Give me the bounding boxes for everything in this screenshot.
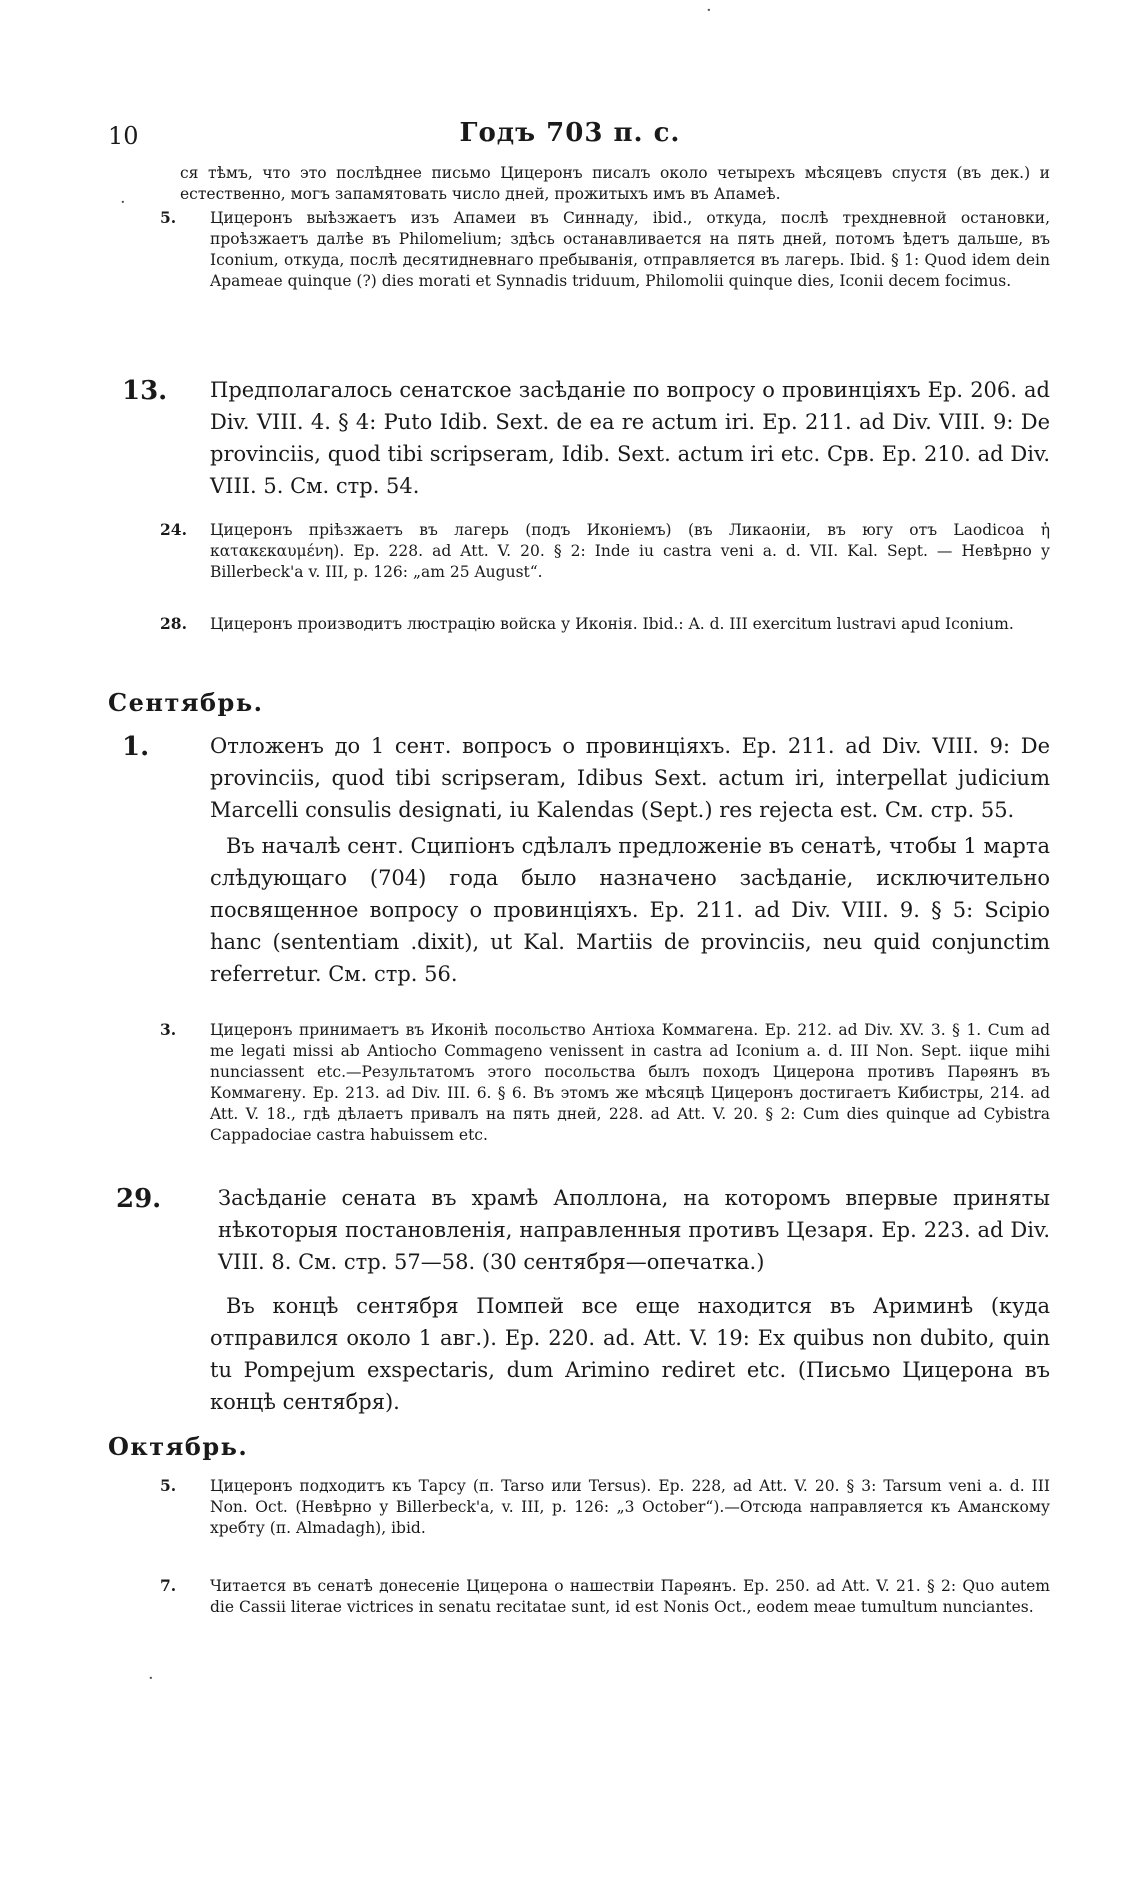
- scan-speck: ·: [706, 0, 712, 21]
- entry-text: Цицеронъ пріѣзжаетъ въ лагерь (подъ Иконіемъ) (въ Ликаоніи, въ югу отъ Laodicoa ἡ κατακεκαυμένη). Ep. 228. ad Att. V. 20. § 2: Inde iu castra veni a. d. VII. Kal. Sept. — Невѣрно у Billerbeck'a v. III, p. 126: „am 25 August“.: [210, 521, 1050, 581]
- entry-day: 3.: [160, 1020, 177, 1039]
- entry-day-large: 13.: [122, 376, 168, 406]
- intro-paragraph: ся тѣмъ, что это послѣднее письмо Цицеронъ писалъ около четырехъ мѣсяцевъ спустя (въ дек.) и естественно, могъ запамятовать число дней, прожитыхъ имъ въ Апамеѣ.: [180, 164, 1050, 203]
- paragraph-september-start: Въ началѣ сент. Сципіонъ сдѣлалъ предложеніе въ сенатѣ, чтобы 1 марта слѣдующаго (704) года было назначено засѣданіе, исключительно посвященное вопросу о провинціяхъ. Ep. 211. ad Div. VIII. 9. § 5: Scipio hanc (sententiam .dixit), ut Kal. Martiis de provinciis, neu quid conjunctim referretur. См. стр. 56.: [210, 834, 1050, 986]
- entry-day-large: 1.: [122, 732, 150, 762]
- entry-day: 5.: [160, 1476, 177, 1495]
- scan-speck: ·: [120, 192, 126, 213]
- running-title: Годъ 703 п. с.: [459, 118, 681, 148]
- entry-day: 28.: [160, 614, 187, 633]
- scan-speck: ·: [148, 1668, 154, 1689]
- entry-text: Цицеронъ подходитъ къ Тарсу (п. Tarsо или Tersus). Ep. 228, ad Att. V. 20. § 3: Tarsum veni a. d. III Non. Oct. (Невѣрно у Billerbeck'a, v. III, p. 126: „3 October“).—Отсюда направляется къ Аманскому хребту (п. Almadagh), ibid.: [210, 1477, 1050, 1537]
- entry-day-large: 29.: [116, 1184, 162, 1214]
- entry-text: Цицеронъ производитъ люстрацію войска у Иконія. Ibid.: A. d. III exercitum lustravi apud Iconium.: [210, 615, 1014, 633]
- entry-text: Читается въ сенатѣ донесеніе Цицерона о нашествіи Парѳянъ. Ep. 250. ad Att. V. 21. § 2: Quo autem die Cassii literae victrices in senatu recitatae sunt, id est Nonis Oct., eodem meae tumultum nunciantes.: [210, 1577, 1050, 1616]
- entry-text: Цицеронъ выѣзжаетъ изъ Апамеи въ Синнаду, ibid., откуда, послѣ трехдневной остановки, проѣзжаетъ далѣе въ Philomelium; здѣсь останавливается на пять дней, потомъ ѣдетъ дальше, въ Iconium, откуда, послѣ десятидневнаго пребыванія, отправляется въ лагерь. Ibid. § 1: Quod idem dein Apameae quinque (?) dies morati et Synnadis triduum, Philomolii quinque dies, Iconii decem focimus.: [210, 209, 1050, 290]
- entry-text-large: Предполагалось сенатское засѣданіе по вопросу о провинціяхъ Ep. 206. ad Div. VIII. 4. § 4: Puto Idib. Sext. de ea re actum iri. Ep. 211. ad Div. VIII. 9: De provinciis, quod tibi scripseram, Idib. Sext. actum iri etc. Срв. Ep. 210. ad Div. VIII. 5. См. стр. 54.: [210, 378, 1050, 498]
- entry-day: 5.: [160, 208, 177, 227]
- paragraph-september-end: Въ концѣ сентября Помпей все еще находится въ Ариминѣ (куда отправился около 1 авг.). Ep. 220. ad. Att. V. 19: Ex quibus non dubito, quin tu Pompejum exspectaris, dum Arimino rediret etc. (Письмо Цицерона въ концѣ сентября).: [210, 1294, 1050, 1414]
- month-heading-october: Октябрь.: [108, 1432, 249, 1461]
- entry-day: 24.: [160, 520, 187, 539]
- entry-text-large: Отложенъ до 1 сент. вопросъ о провинціяхъ. Ep. 211. ad Div. VIII. 9: De provinciis, quod tibi scripseram, Idibus Sext. actum iri, interpellat judicium Marcelli consulis designati, iu Kalendas (Sept.) res rejecta est. См. стр. 55.: [210, 734, 1050, 822]
- month-heading-september: Сентябрь.: [108, 688, 264, 717]
- page-number: 10: [108, 122, 139, 150]
- entry-day: 7.: [160, 1576, 177, 1595]
- entry-text: Цицеронъ принимаетъ въ Иконіѣ посольство Антіоха Коммагена. Ep. 212. ad Div. XV. 3. § 1. Cum ad me legati missi ab Antiocho Commageno venissent in castra ad Iconium a. d. III Non. Sept. iique mihi nunciassent etc.—Результатомъ этого посольства былъ походъ Цицерона противъ Парѳянъ въ Коммагену. Ep. 213. ad Div. III. 6. § 6. Въ этомъ же мѣсяцѣ Цицеронъ достигаетъ Кибистры, 214. ad Att. V. 18., гдѣ дѣлаетъ привалъ на пять дней, 228. ad Att. V. 20. § 2: Cum dies quinque ad Cybistra Cappadociae castra habuissem etc.: [210, 1021, 1050, 1144]
- entry-text-large: Засѣданіе сената въ храмѣ Аполлона, на которомъ впервые приняты нѣкоторыя постановленія, направленныя противъ Цезаря. Ep. 223. ad Div. VIII. 8. См. стр. 57—58. (30 сентября—опечатка.): [218, 1186, 1050, 1274]
